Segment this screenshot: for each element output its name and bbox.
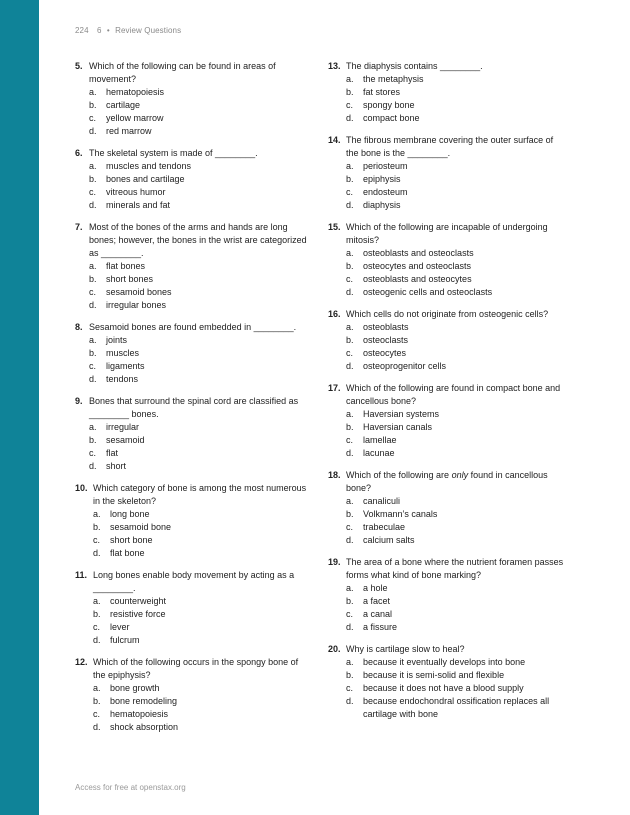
option-letter: c. — [346, 683, 354, 693]
question-14 — [328, 134, 566, 212]
answer-option — [75, 534, 311, 547]
option-text: counterweight — [110, 596, 167, 606]
answer-options — [328, 495, 566, 547]
option-letter: d. — [89, 300, 97, 310]
answer-options — [328, 160, 566, 212]
answer-option — [75, 373, 311, 386]
question-17 — [328, 382, 566, 460]
option-letter: a. — [89, 335, 97, 345]
option-text: short — [106, 461, 127, 471]
answer-option — [75, 160, 311, 173]
option-text: endosteum — [363, 187, 408, 197]
question-number: 15. — [328, 222, 341, 232]
option-letter: c. — [89, 187, 97, 197]
question-stem — [328, 469, 566, 495]
option-text: because it is semi-solid and flexible — [363, 670, 505, 680]
option-text: osteoclasts — [363, 335, 409, 345]
option-text: bone remodeling — [110, 696, 178, 706]
option-letter: c. — [346, 435, 354, 445]
header-separator: • — [106, 26, 110, 35]
question-16 — [328, 308, 566, 373]
question-number: 5. — [75, 61, 83, 71]
answer-option — [75, 508, 311, 521]
option-text: vitreous humor — [106, 187, 166, 197]
question-stem — [75, 395, 311, 421]
option-letter: a. — [93, 509, 101, 519]
answer-option — [328, 73, 566, 86]
question-text: Why is cartilage slow to heal? — [346, 644, 465, 654]
option-letter: b. — [346, 174, 354, 184]
question-text-part: Which of the following are — [346, 470, 452, 480]
option-text: Volkmann’s canals — [363, 509, 438, 519]
option-text: canaliculi — [363, 496, 401, 506]
answer-option — [328, 682, 566, 695]
question-text: Which of the following occurs in the spongy bone of the epiphysis? — [93, 657, 299, 680]
answer-option — [328, 508, 566, 521]
question-number: 16. — [328, 309, 341, 319]
answer-option — [328, 286, 566, 299]
option-text: flat bone — [110, 548, 145, 558]
option-letter: d. — [346, 448, 354, 458]
answer-option — [75, 621, 311, 634]
option-letter: d. — [89, 374, 97, 384]
answer-option — [328, 695, 566, 721]
question-text: Most of the bones of the arms and hands are long bones; however, the bones in the wrist are categorized as ________. — [89, 222, 307, 258]
answer-option — [328, 247, 566, 260]
question-text: Sesamoid bones are found embedded in ________. — [89, 322, 297, 332]
answer-option — [328, 421, 566, 434]
option-letter: d. — [346, 696, 354, 706]
option-text: ligaments — [106, 361, 145, 371]
question-number: 7. — [75, 222, 83, 232]
option-text: red marrow — [106, 126, 152, 136]
option-text: bones and cartilage — [106, 174, 185, 184]
answer-option — [75, 721, 311, 734]
option-text: cartilage — [106, 100, 141, 110]
option-text: Haversian canals — [363, 422, 433, 432]
answer-option — [75, 86, 311, 99]
option-letter: c. — [93, 535, 101, 545]
option-letter: a. — [346, 583, 354, 593]
option-text: lacunae — [363, 448, 395, 458]
answer-options — [75, 595, 311, 647]
option-letter: d. — [346, 200, 354, 210]
question-number: 8. — [75, 322, 83, 332]
option-letter: d. — [346, 622, 354, 632]
option-letter: a. — [346, 161, 354, 171]
answer-option — [75, 695, 311, 708]
answer-option — [75, 99, 311, 112]
question-stem — [75, 321, 311, 334]
option-letter: a. — [93, 683, 101, 693]
option-text: shock absorption — [110, 722, 179, 732]
question-stem — [75, 221, 311, 260]
option-letter: c. — [346, 274, 354, 284]
chapter-number: 6 — [96, 26, 102, 35]
question-9 — [75, 395, 311, 473]
answer-option — [75, 125, 311, 138]
question-text: The fibrous membrane covering the outer surface of the bone is the ________. — [346, 135, 554, 158]
question-stem — [328, 556, 566, 582]
option-letter: a. — [89, 161, 97, 171]
option-text: spongy bone — [363, 100, 415, 110]
answer-options — [75, 260, 311, 312]
question-text: Which category of bone is among the most numerous in the skeleton? — [93, 483, 307, 506]
question-stem — [328, 60, 566, 73]
answer-option — [328, 621, 566, 634]
answer-options — [328, 656, 566, 721]
answer-option — [75, 595, 311, 608]
option-text: irregular — [106, 422, 140, 432]
question-stem — [328, 308, 566, 321]
answer-option — [75, 186, 311, 199]
option-letter: b. — [89, 348, 97, 358]
answer-option — [75, 434, 311, 447]
question-text — [346, 469, 566, 495]
option-text: because it eventually develops into bone — [363, 657, 526, 667]
question-number: 10. — [75, 483, 88, 493]
option-letter: b. — [89, 274, 97, 284]
option-letter: a. — [346, 248, 354, 258]
option-text: a facet — [363, 596, 391, 606]
option-text: periosteum — [363, 161, 408, 171]
option-letter: d. — [346, 535, 354, 545]
question-6 — [75, 147, 311, 212]
question-stem — [75, 60, 311, 86]
question-7 — [75, 221, 311, 312]
question-stem — [75, 569, 311, 595]
answer-option — [328, 447, 566, 460]
answer-option — [75, 421, 311, 434]
answer-option — [328, 160, 566, 173]
answer-option — [75, 260, 311, 273]
question-stem — [75, 147, 311, 160]
question-text: Long bones enable body movement by acting as a ________. — [93, 570, 295, 593]
section-title: Review Questions — [115, 26, 182, 35]
answer-option — [328, 521, 566, 534]
answer-options — [75, 334, 311, 386]
option-text: a canal — [363, 609, 393, 619]
answer-option — [328, 669, 566, 682]
option-letter: d. — [89, 461, 97, 471]
option-text: osteocytes — [363, 348, 407, 358]
question-text: Bones that surround the spinal cord are classified as ________ bones. — [89, 396, 299, 419]
option-letter: b. — [89, 435, 97, 445]
answer-option — [328, 173, 566, 186]
answer-option — [75, 334, 311, 347]
option-letter: a. — [89, 87, 97, 97]
option-text: irregular bones — [106, 300, 167, 310]
option-text: short bones — [106, 274, 154, 284]
question-number: 6. — [75, 148, 83, 158]
option-letter: d. — [93, 722, 101, 732]
option-text: fulcrum — [110, 635, 140, 645]
answer-option — [75, 634, 311, 647]
option-text: the metaphysis — [363, 74, 424, 84]
answer-option — [328, 273, 566, 286]
answer-options — [75, 421, 311, 473]
option-letter: b. — [93, 522, 101, 532]
answer-options — [75, 508, 311, 560]
answer-option — [328, 260, 566, 273]
question-number: 13. — [328, 61, 341, 71]
option-letter: d. — [346, 113, 354, 123]
answer-option — [328, 321, 566, 334]
answer-option — [75, 360, 311, 373]
answer-option — [328, 360, 566, 373]
answer-option — [328, 99, 566, 112]
option-letter: a. — [89, 261, 97, 271]
option-letter: c. — [346, 522, 354, 532]
question-number: 19. — [328, 557, 341, 567]
option-letter: a. — [346, 409, 354, 419]
option-letter: b. — [346, 596, 354, 606]
answer-option — [328, 582, 566, 595]
question-13 — [328, 60, 566, 125]
option-text: sesamoid bones — [106, 287, 172, 297]
option-text: resistive force — [110, 609, 166, 619]
option-text: hematopoiesis — [106, 87, 165, 97]
question-text: Which of the following are incapable of undergoing mitosis? — [346, 222, 548, 245]
answer-option — [328, 86, 566, 99]
page-number: 224 — [75, 26, 89, 35]
option-letter: c. — [89, 287, 97, 297]
option-text: short bone — [110, 535, 153, 545]
option-text: osteoblasts and osteoclasts — [363, 248, 474, 258]
question-text: Which of the following are found in compact bone and cancellous bone? — [346, 383, 561, 406]
answer-options — [75, 160, 311, 212]
option-text: compact bone — [363, 113, 420, 123]
answer-option — [75, 299, 311, 312]
question-stem — [328, 134, 566, 160]
option-text: muscles — [106, 348, 140, 358]
option-letter: a. — [346, 322, 354, 332]
answer-option — [75, 199, 311, 212]
answer-options — [75, 682, 311, 734]
option-text: hematopoiesis — [110, 709, 169, 719]
answer-option — [328, 334, 566, 347]
question-text: The diaphysis contains ________. — [346, 61, 483, 71]
answer-option — [75, 273, 311, 286]
option-text: epiphysis — [363, 174, 401, 184]
answer-option — [328, 408, 566, 421]
answer-option — [328, 608, 566, 621]
question-number: 11. — [75, 570, 88, 580]
answer-option — [75, 708, 311, 721]
option-letter: b. — [346, 335, 354, 345]
option-text: osteoprogenitor cells — [363, 361, 447, 371]
answer-options — [328, 321, 566, 373]
option-letter: b. — [346, 261, 354, 271]
option-text: Haversian systems — [363, 409, 440, 419]
option-letter: c. — [346, 100, 354, 110]
option-text: a hole — [363, 583, 388, 593]
option-letter: c. — [89, 361, 97, 371]
option-text: a fissure — [363, 622, 398, 632]
left-column — [75, 60, 311, 743]
option-letter: b. — [93, 696, 101, 706]
option-text: osteoblasts and osteocytes — [363, 274, 472, 284]
answer-option — [328, 534, 566, 547]
option-text: diaphysis — [363, 200, 401, 210]
answer-option — [75, 682, 311, 695]
option-letter: a. — [93, 596, 101, 606]
question-number: 9. — [75, 396, 83, 406]
option-text: because endochondral ossification replaces all cartilage with bone — [363, 696, 550, 719]
question-text: Which cells do not originate from osteogenic cells? — [346, 309, 549, 319]
option-text: fat stores — [363, 87, 401, 97]
option-letter: d. — [89, 126, 97, 136]
option-letter: c. — [346, 609, 354, 619]
answer-option — [75, 173, 311, 186]
option-text: yellow marrow — [106, 113, 164, 123]
option-letter: d. — [346, 361, 354, 371]
option-letter: c. — [93, 622, 101, 632]
right-column — [328, 60, 566, 730]
footer-link-text: Access for free at openstax.org — [75, 783, 186, 792]
option-text: osteogenic cells and osteoclasts — [363, 287, 493, 297]
question-stem — [75, 482, 311, 508]
answer-options — [328, 73, 566, 125]
question-text-emphasis: only — [451, 470, 469, 480]
answer-options — [328, 582, 566, 634]
question-8 — [75, 321, 311, 386]
option-letter: b. — [346, 422, 354, 432]
answer-option — [328, 347, 566, 360]
option-letter: b. — [89, 174, 97, 184]
answer-option — [75, 286, 311, 299]
question-text: The area of a bone where the nutrient foramen passes forms what kind of bone marking? — [346, 557, 564, 580]
option-letter: c. — [89, 113, 97, 123]
option-text: tendons — [106, 374, 139, 384]
option-text: osteoblasts — [363, 322, 409, 332]
question-20 — [328, 643, 566, 721]
answer-option — [75, 460, 311, 473]
option-letter: a. — [346, 496, 354, 506]
answer-option — [328, 595, 566, 608]
answer-options — [75, 86, 311, 138]
question-stem — [328, 221, 566, 247]
option-letter: c. — [346, 187, 354, 197]
option-letter: d. — [93, 635, 101, 645]
question-text: The skeletal system is made of ________. — [89, 148, 258, 158]
answer-options — [328, 408, 566, 460]
answer-option — [75, 447, 311, 460]
option-letter: c. — [346, 348, 354, 358]
answer-option — [328, 656, 566, 669]
option-text: trabeculae — [363, 522, 406, 532]
option-text: flat — [106, 448, 119, 458]
question-number: 20. — [328, 644, 341, 654]
option-text: muscles and tendons — [106, 161, 192, 171]
option-letter: b. — [89, 100, 97, 110]
question-text: Which of the following can be found in areas of movement? — [89, 61, 276, 84]
option-letter: d. — [346, 287, 354, 297]
option-letter: a. — [346, 74, 354, 84]
question-stem — [328, 382, 566, 408]
option-letter: b. — [346, 87, 354, 97]
option-letter: a. — [89, 422, 97, 432]
question-stem — [75, 656, 311, 682]
answer-option — [75, 347, 311, 360]
answer-option — [75, 547, 311, 560]
question-number: 14. — [328, 135, 341, 145]
answer-option — [328, 495, 566, 508]
option-text: joints — [106, 335, 128, 345]
answer-option — [75, 521, 311, 534]
answer-option — [328, 199, 566, 212]
question-number: 17. — [328, 383, 341, 393]
option-letter: d. — [89, 200, 97, 210]
option-text: flat bones — [106, 261, 146, 271]
option-text: minerals and fat — [106, 200, 171, 210]
option-letter: c. — [89, 448, 97, 458]
option-text: sesamoid — [106, 435, 145, 445]
answer-option — [328, 112, 566, 125]
answer-options — [328, 247, 566, 299]
answer-option — [328, 186, 566, 199]
option-text: sesamoid bone — [110, 522, 172, 532]
option-text: lever — [110, 622, 130, 632]
option-letter: b. — [93, 609, 101, 619]
option-letter: c. — [93, 709, 101, 719]
option-letter: d. — [93, 548, 101, 558]
option-letter: b. — [346, 670, 354, 680]
question-stem — [328, 643, 566, 656]
option-text: calcium salts — [363, 535, 415, 545]
option-text: lamellae — [363, 435, 397, 445]
answer-option — [75, 608, 311, 621]
question-12 — [75, 656, 311, 734]
option-text: because it does not have a blood supply — [363, 683, 524, 693]
option-letter: a. — [346, 657, 354, 667]
option-text: bone growth — [110, 683, 160, 693]
question-10 — [75, 482, 311, 560]
question-19 — [328, 556, 566, 634]
question-number: 12. — [75, 657, 88, 667]
option-text: long bone — [110, 509, 150, 519]
question-18 — [328, 469, 566, 547]
answer-option — [75, 112, 311, 125]
question-15 — [328, 221, 566, 299]
option-letter: b. — [346, 509, 354, 519]
question-11 — [75, 569, 311, 647]
sidebar-color-band — [0, 0, 39, 815]
question-number: 18. — [328, 470, 341, 480]
answer-option — [328, 434, 566, 447]
question-text-part: found in cancellous bone? — [346, 470, 548, 493]
running-head — [75, 26, 181, 35]
question-5 — [75, 60, 311, 138]
option-text: osteocytes and osteoclasts — [363, 261, 472, 271]
